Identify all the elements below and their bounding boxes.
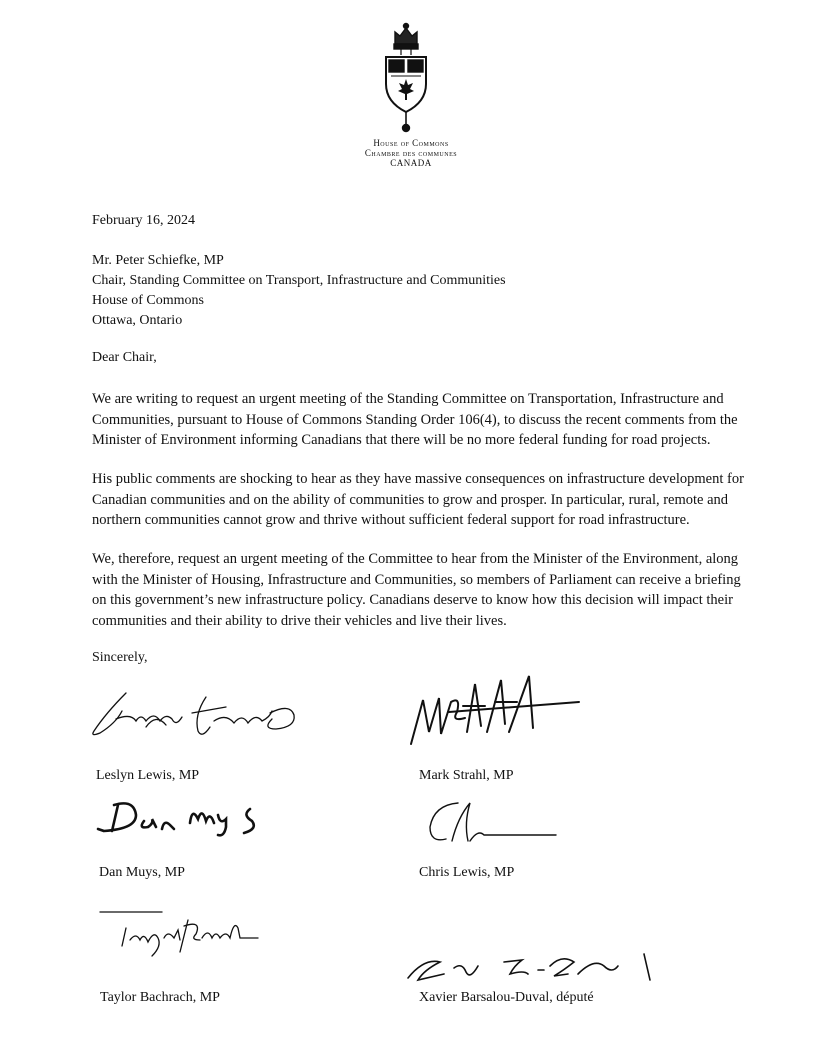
signature-chris-lewis-image [424,797,564,847]
paragraph-line: with the Minister of Housing, Infrastructure and Communities, so members of Parliament can receive a briefing [92,571,741,588]
house-of-commons-crest-icon [381,22,431,134]
closing: Sincerely, [92,650,148,665]
recipient-city: Ottawa, Ontario [92,313,183,328]
signatory-name: Dan Muys, MP [99,865,185,880]
signatory-name: Mark Strahl, MP [419,768,514,783]
body-paragraph-1 [92,389,782,451]
paragraph-line: His public comments are shocking to hear as they have massive consequences on infrastructure development for [92,471,744,487]
letterhead-line-french: Chambre des communes [364,148,458,158]
paragraph-line: Canadian communities and on the ability of communities to grow and prosper. In particular, rural, remote and [92,491,729,508]
letterhead-line-country: CANADA [390,158,432,168]
paragraph-line: We, therefore, request an urgent meeting of the Committee to hear from the Minister of the Environment, along [92,551,739,567]
recipient-org: House of Commons [92,293,204,308]
signatory-name: Leslyn Lewis, MP [96,768,200,783]
letter-date: February 16, 2024 [92,213,196,228]
salutation: Dear Chair, [92,350,157,365]
paragraph-line: northern communities cannot grow and thrive without sufficient federal support for road infrastructure. [92,512,690,528]
letterhead-line-english: House of Commons [373,138,449,148]
signature-mark-strahl-image [405,672,585,752]
signature-dan-muys-image [94,795,274,840]
paragraph-line: Minister of Environment informing Canadians that there will be no more federal funding for road projects. [92,432,711,448]
paragraph-line: We are writing to request an urgent meeting of the Standing Committee on Transportation, Infrastructure and [92,391,724,407]
recipient-title: Chair, Standing Committee on Transport, Infrastructure and Communities [92,273,506,288]
signature-taylor-bachrach-image [92,906,262,962]
paragraph-line: communities and their ability to drive their vehicles and live their lives. [92,612,507,629]
body-paragraph-2 [92,469,782,531]
signature-leslyn-lewis-image [86,683,306,743]
signatory-name: Chris Lewis, MP [419,865,515,880]
paragraph-line: Communities, pursuant to House of Commons Standing Order 106(4), to discuss the recent comments from the [92,411,738,428]
signature-xavier-barsalou-duval-image [404,944,664,986]
paragraph-line: on this government’s new infrastructure policy. Canadians deserve to know how this decision will impact their [92,592,733,608]
recipient-name: Mr. Peter Schiefke, MP [92,253,224,268]
signatory-name: Xavier Barsalou-Duval, député [419,990,594,1005]
signatory-name: Taylor Bachrach, MP [100,990,220,1005]
body-paragraph-3 [92,549,782,631]
